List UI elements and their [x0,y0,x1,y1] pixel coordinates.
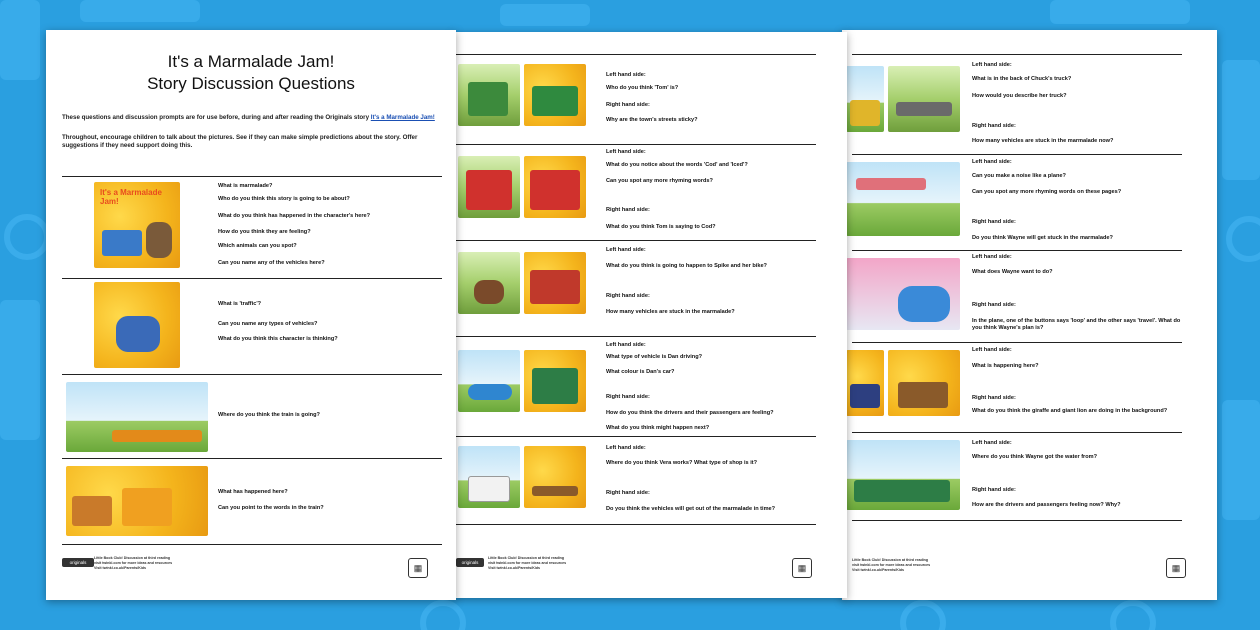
story-image-left [846,66,884,132]
question: Can you make a noise like a plane? [972,173,1066,179]
question: Can you spot any more rhyming words? [606,178,713,184]
intro-paragraph: These questions and discussion prompts are for use before, during and after reading the Originals story It's a Marmalade Jam! [62,114,435,121]
question: What type of vehicle is Dan driving? [606,354,703,360]
story-image [846,162,960,236]
divider [852,54,1182,55]
question: Why are the town's streets sticky? [606,117,698,123]
worksheet-page-3 [842,30,1217,600]
book-icon: ▦ [1166,558,1186,578]
question: Do you think the vehicles will get out of the marmalade in time? [606,506,776,512]
story-image-right [524,252,586,314]
cover-title: It's a Marmalade Jam! [100,188,162,206]
left-hand-side-label: Left hand side: [972,440,1012,446]
divider [456,336,816,337]
story-image [846,258,960,330]
story-image-right [524,350,586,412]
question: Can you spot any more rhyming words on these pages? [972,189,1122,195]
divider [456,436,816,437]
story-image [66,382,208,452]
story-image-right [888,66,960,132]
question: How do you think they are feeling? [218,229,311,235]
question: What do you think the giraffe and giant lion are doing in the background? [972,408,1168,414]
originals-logo: originals [456,558,484,567]
left-hand-side-label: Left hand side: [972,254,1012,260]
question: Which animals can you spot? [218,243,297,249]
story-image-left [458,350,520,412]
right-hand-side-label: Right hand side: [972,219,1016,225]
question: How do you think the drivers and their passengers are feeling? [606,410,774,416]
question: What colour is Dan's car? [606,369,675,375]
divider [852,520,1182,521]
question: How many vehicles are stuck in the marmalade now? [972,138,1114,144]
question: How would you describe her truck? [972,93,1067,99]
question: Can you name any types of vehicles? [218,321,318,327]
left-hand-side-label: Left hand side: [972,159,1012,165]
left-hand-side-label: Left hand side: [606,72,646,78]
question: What is 'traffic'? [218,301,262,307]
question: What is in the back of Chuck's truck? [972,76,1072,82]
story-image [66,466,208,536]
story-image-left [458,64,520,126]
story-image-right [524,446,586,508]
question: What is happening here? [972,363,1039,369]
question: Where do you think Wayne got the water from? [972,454,1098,460]
book-icon: ▦ [408,558,428,578]
page-subtitle: Story Discussion Questions [147,74,355,93]
story-link[interactable]: It's a Marmalade Jam! [370,114,435,121]
right-hand-side-label: Right hand side: [606,102,650,108]
left-hand-side-label: Left hand side: [606,342,646,348]
story-image-right [524,156,586,218]
divider [456,144,816,145]
footer-text: Little Book Club! Discussion at third reading visit twinkl.com for more ideas and resources Visit twinkl.co.uk/Parents/Kids [94,556,173,570]
worksheet-page-1 [46,30,456,600]
divider [62,278,442,279]
right-hand-side-label: Right hand side: [606,293,650,299]
question: Who do you think this story is going to be about? [218,196,350,202]
divider [62,176,442,177]
divider [456,54,816,55]
question: What do you think is going to happen to Spike and her bike? [606,263,767,269]
left-hand-side-label: Left hand side: [972,347,1012,353]
question: What do you think Tom is saying to Cod? [606,224,716,230]
question: What has happened here? [218,489,288,495]
question: Who do you think 'Tom' is? [606,85,679,91]
story-image [846,440,960,510]
question: In the plane, one of the buttons says 'loop' and the other says 'travel'. What do you think Wayne's plan is? [972,318,1181,331]
book-icon: ▦ [792,558,812,578]
story-image-left [458,446,520,508]
question: Do you think Wayne will get stuck in the marmalade? [972,235,1113,241]
book-cover-image [94,182,180,268]
question: What do you think has happened in the character's here? [218,213,371,219]
question: What do you think might happen next? [606,425,710,431]
right-hand-side-label: Right hand side: [972,487,1016,493]
question: How are the drivers and passengers feeling now? Why? [972,502,1121,508]
right-hand-side-label: Right hand side: [606,394,650,400]
right-hand-side-label: Right hand side: [606,207,650,213]
left-hand-side-label: Left hand side: [606,247,646,253]
story-image-right [524,64,586,126]
question: Can you name any of the vehicles here? [218,260,325,266]
right-hand-side-label: Right hand side: [972,302,1016,308]
left-hand-side-label: Left hand side: [972,62,1012,68]
divider [62,544,442,545]
left-hand-side-label: Left hand side: [606,149,646,155]
question: Where do you think Vera works? What type of shop is it? [606,460,758,466]
divider [62,458,442,459]
intro-paragraph-2: Throughout, encourage children to talk about the pictures. See if they can make simple predictions about the story. Offer suggestions if they need support doing this. [62,134,418,149]
divider [852,250,1182,251]
page-title: It's a Marmalade Jam! [167,52,335,71]
footer-text: Little Book Club! Discussion at third reading visit twinkl.com for more ideas and resources Visit twinkl.co.uk/Parents/Kids [852,558,931,572]
divider [852,154,1182,155]
originals-logo: originals [62,558,94,567]
divider [62,374,442,375]
question: What do you notice about the words 'Cod' and 'Iced'? [606,162,748,168]
story-image-left [846,350,884,416]
question: Can you point to the words in the train? [218,505,324,511]
divider [456,524,816,525]
story-image [94,282,180,368]
footer-text: Little Book Club! Discussion at third reading visit twinkl.com for more ideas and resources Visit twinkl.co.uk/Parents/Kids [488,556,567,570]
story-image-left [458,156,520,218]
worksheet-page-2 [452,32,847,598]
question: What do you think this character is thinking? [218,336,338,342]
question: How many vehicles are stuck in the marmalade? [606,309,735,315]
left-hand-side-label: Left hand side: [606,445,646,451]
question: What is marmalade? [218,183,273,189]
right-hand-side-label: Right hand side: [972,123,1016,129]
question: What does Wayne want to do? [972,269,1053,275]
divider [852,432,1182,433]
question: Where do you think the train is going? [218,412,320,418]
right-hand-side-label: Right hand side: [606,490,650,496]
right-hand-side-label: Right hand side: [972,395,1016,401]
story-image-left [458,252,520,314]
divider [456,240,816,241]
story-image-right [888,350,960,416]
divider [852,342,1182,343]
